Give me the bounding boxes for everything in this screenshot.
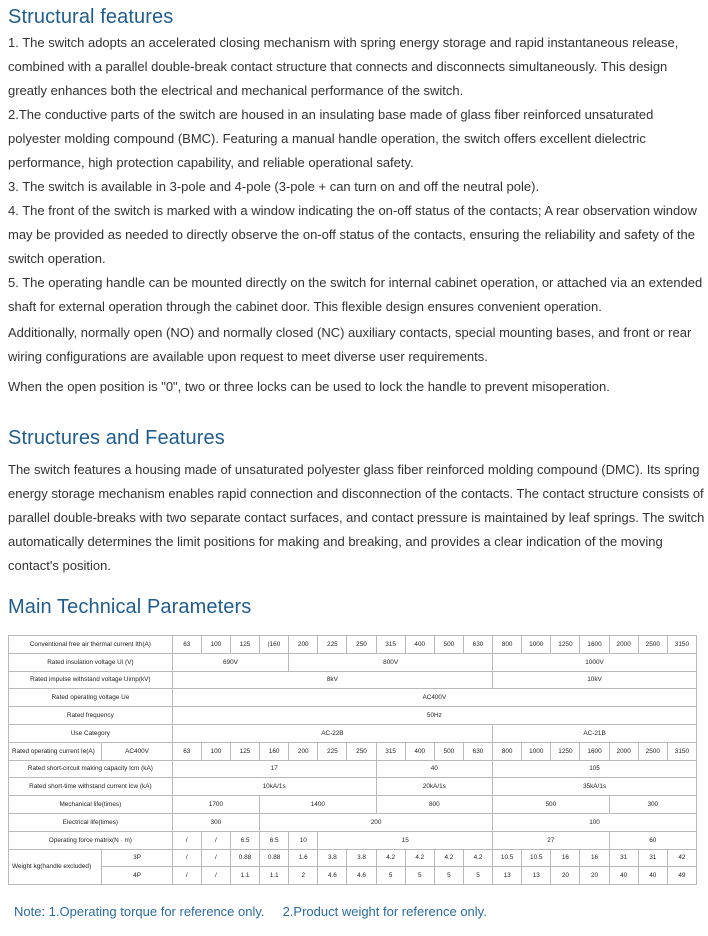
- table-cell: /: [172, 831, 201, 849]
- table-cell: 4.6: [318, 867, 347, 885]
- table-row: [9, 867, 697, 885]
- table-cell: 800: [493, 636, 522, 654]
- table-cell: 3150: [667, 636, 696, 654]
- heading-structural-features: Structural features: [8, 6, 174, 28]
- table-row: [9, 742, 697, 760]
- table-cell: 500: [493, 796, 610, 814]
- table-cell: 3.8: [318, 849, 347, 867]
- table-cell: 125: [230, 636, 259, 654]
- table-row: [9, 671, 697, 689]
- table-cell: 17: [172, 760, 376, 778]
- table-cell: 1000: [522, 742, 551, 760]
- table-cell: 4.2: [405, 849, 434, 867]
- paragraph: 1. The switch adopts an accelerated closing mechanism with spring energy storage and rapid instantaneous release, combined with a parallel double-break contact structure that connects and disconnects simultaneously. This design greatly enhances both the electrical and mechanical performance of the switch.: [8, 35, 679, 98]
- table-cell: 1250: [551, 742, 580, 760]
- table-cell: 31: [638, 849, 667, 867]
- table-cell: 0.88: [230, 849, 259, 867]
- row-label: Mechanical life(times): [9, 796, 173, 814]
- row-label: Rated short-time withstand current Icw (kA): [9, 778, 173, 796]
- table-cell: 40: [638, 867, 667, 885]
- table-cell: /: [201, 867, 230, 885]
- table-cell: 4.2: [434, 849, 463, 867]
- table-row: [9, 778, 697, 796]
- table-cell: 300: [172, 813, 259, 831]
- table-cell: 2: [289, 867, 318, 885]
- table-cell: 200: [289, 636, 318, 654]
- table-cell: 1.6: [289, 849, 318, 867]
- table-cell: 2000: [609, 742, 638, 760]
- table-cell: 60: [609, 831, 696, 849]
- row-sublabel: 4P: [102, 867, 172, 885]
- table-cell: 400: [405, 742, 434, 760]
- row-label: Use Category: [9, 724, 173, 742]
- table-cell: 35kA/1s: [493, 778, 697, 796]
- table-cell: 13: [493, 867, 522, 885]
- row-label: Rated operating current Ie(A): [9, 742, 102, 760]
- table-row: [9, 796, 697, 814]
- table-cell: 100: [201, 742, 230, 760]
- table-cell: /: [201, 831, 230, 849]
- table-row: [9, 813, 697, 831]
- table-cell: 105: [493, 760, 697, 778]
- structural-features-text: [8, 31, 706, 399]
- row-label: Weight kg(handle excluded): [9, 849, 102, 885]
- table-row: [9, 724, 697, 742]
- table-cell: 40: [609, 867, 638, 885]
- heading-structures-and-features: Structures and Features: [8, 427, 225, 449]
- table-row: [9, 849, 697, 867]
- table-cell: 50Hz: [172, 707, 696, 725]
- table-cell: 2500: [638, 636, 667, 654]
- table-cell: 10kV: [493, 671, 697, 689]
- table-cell: 500: [434, 742, 463, 760]
- paragraph: 4. The front of the switch is marked with a window indicating the on-off status of the contacts; A rear observation window may be provided as needed to directly observe the on-off status of the contacts, ensuring the reliability and safety of the switch operation.: [8, 203, 697, 266]
- table-cell: 630: [463, 742, 492, 760]
- row-label: Rated impulse withstand voltage Uimp(kV): [9, 671, 173, 689]
- paragraph: 5. The operating handle can be mounted directly on the switch for internal cabinet operation, or attached via an extended shaft for external operation through the cabinet door. This flexible design ensures convenient operation.: [8, 275, 703, 314]
- table-cell: 10kA/1s: [172, 778, 376, 796]
- table-cell: 6.5: [260, 831, 289, 849]
- row-sublabel: AC400V: [102, 742, 172, 760]
- row-label: Rated operating voltage Ue: [9, 689, 173, 707]
- table-cell: 15: [318, 831, 493, 849]
- table-cell: AC-21B: [493, 724, 697, 742]
- row-label: Rated insulation voltage Ui (V): [9, 653, 173, 671]
- table-cell: 1000V: [493, 653, 697, 671]
- table-cell: 63: [172, 636, 201, 654]
- heading-main-parameters: Main Technical Parameters: [8, 596, 252, 618]
- table-cell: 40: [376, 760, 493, 778]
- table-cell: 2500: [638, 742, 667, 760]
- table-cell: 5: [434, 867, 463, 885]
- table-cell: AC400V: [172, 689, 696, 707]
- table-row: [9, 760, 697, 778]
- row-label: Operating force matrix(N · m): [9, 831, 173, 849]
- table-cell: 225: [318, 636, 347, 654]
- table-cell: 225: [318, 742, 347, 760]
- table-cell: |160: [260, 636, 289, 654]
- table-cell: 20: [580, 867, 609, 885]
- table-cell: 1250: [551, 636, 580, 654]
- table-cell: 690V: [172, 653, 289, 671]
- table-cell: 300: [609, 796, 696, 814]
- paragraph: The switch features a housing made of unsaturated polyester glass fiber reinforced molding compound (DMC). Its spring energy storage mechanism enables rapid connection and disconnection of the contacts. The contact structure consists of parallel double-breaks with two separate contact surfaces, and contact pressure is maintained by leaf springs. The switch automatically determines the limit positions for making and breaking, and provides a clear indication of the moving contact's position.: [8, 462, 705, 573]
- paragraph: 3. The switch is available in 3-pole and 4-pole (3-pole + can turn on and off the neutral pole).: [8, 179, 540, 194]
- paragraph: When the open position is "0", two or three locks can be used to lock the handle to prevent misoperation.: [8, 379, 610, 394]
- table-cell: 200: [289, 742, 318, 760]
- table-cell: 400: [405, 636, 434, 654]
- footnote: Note: 1.Operating torque for reference only. 2.Product weight for reference only.: [14, 904, 487, 919]
- table-cell: 16: [580, 849, 609, 867]
- paragraph: 2.The conductive parts of the switch are housed in an insulating base made of glass fiber reinforced unsaturated polyester molding compound (BMC). Featuring a manual handle operation, the switch offers excellent dielectric performance, high protection capability, and reliable operational safety.: [8, 107, 654, 170]
- table-cell: /: [201, 849, 230, 867]
- table-row: [9, 636, 697, 654]
- table-cell: 200: [260, 813, 493, 831]
- table-cell: 6.5: [230, 831, 259, 849]
- table-row: [9, 653, 697, 671]
- table-cell: 5: [463, 867, 492, 885]
- row-label: Rated short-circuit making capacity Icm (kA): [9, 760, 173, 778]
- table-cell: 5: [376, 867, 405, 885]
- structures-features-text: [8, 458, 706, 578]
- table-cell: 1400: [260, 796, 377, 814]
- table-cell: 250: [347, 742, 376, 760]
- table-cell: 1.1: [230, 867, 259, 885]
- table-cell: 63: [172, 742, 201, 760]
- table-cell: 125: [230, 742, 259, 760]
- table-row: [9, 689, 697, 707]
- table-cell: 2000: [609, 636, 638, 654]
- table-cell: 27: [493, 831, 610, 849]
- row-label: Electrical life(times): [9, 813, 173, 831]
- table-cell: /: [172, 849, 201, 867]
- table-cell: AC-22B: [172, 724, 492, 742]
- row-label: Conventional free air thermal current Ith(A): [9, 636, 173, 654]
- table-cell: 4.6: [347, 867, 376, 885]
- paragraph: Additionally, normally open (NO) and normally closed (NC) auxiliary contacts, special mounting bases, and front or rear wiring configurations are available upon request to meet diverse user requirements.: [8, 325, 692, 364]
- table-cell: 49: [667, 867, 696, 885]
- table-cell: 3150: [667, 742, 696, 760]
- table-cell: 10.5: [522, 849, 551, 867]
- table-cell: 160: [260, 742, 289, 760]
- table-cell: 13: [522, 867, 551, 885]
- table-cell: 31: [609, 849, 638, 867]
- table-cell: /: [172, 867, 201, 885]
- table-cell: 250: [347, 636, 376, 654]
- table-cell: 4.2: [463, 849, 492, 867]
- table-row: [9, 831, 697, 849]
- table-cell: 100: [493, 813, 697, 831]
- table-cell: 4.2: [376, 849, 405, 867]
- table-cell: 1000: [522, 636, 551, 654]
- table-cell: 10.5: [493, 849, 522, 867]
- table-cell: 1.1: [260, 867, 289, 885]
- table-cell: 1600: [580, 742, 609, 760]
- table-cell: 3.8: [347, 849, 376, 867]
- table-cell: 20: [551, 867, 580, 885]
- table-cell: 800: [493, 742, 522, 760]
- table-cell: 630: [463, 636, 492, 654]
- table-cell: 8kV: [172, 671, 492, 689]
- table-cell: 16: [551, 849, 580, 867]
- parameters-table: [8, 635, 697, 885]
- table-cell: 500: [434, 636, 463, 654]
- table-cell: 315: [376, 636, 405, 654]
- table-row: [9, 707, 697, 725]
- table-cell: 0.88: [260, 849, 289, 867]
- row-label: Rated frequency: [9, 707, 173, 725]
- table-cell: 315: [376, 742, 405, 760]
- table-cell: 1700: [172, 796, 259, 814]
- table-cell: 10: [289, 831, 318, 849]
- table-cell: 800: [376, 796, 493, 814]
- table-cell: 100: [201, 636, 230, 654]
- table-cell: 5: [405, 867, 434, 885]
- table-cell: 42: [667, 849, 696, 867]
- table-cell: 800V: [289, 653, 493, 671]
- row-sublabel: 3P: [102, 849, 172, 867]
- table-cell: 1600: [580, 636, 609, 654]
- table-cell: 20kA/1s: [376, 778, 493, 796]
